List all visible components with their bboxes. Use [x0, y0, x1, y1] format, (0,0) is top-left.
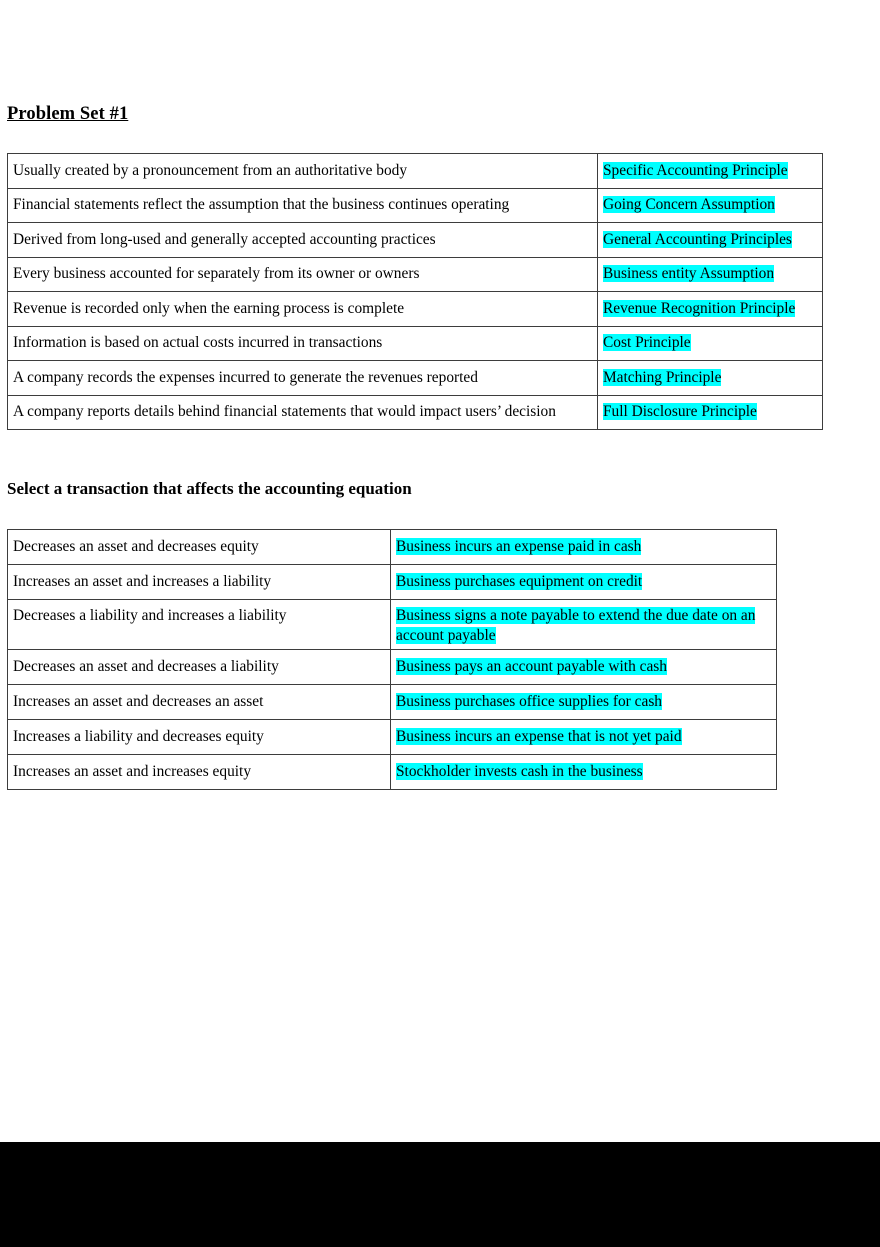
- principle-answer-text: Business entity Assumption: [603, 265, 775, 283]
- principle-description-cell: [8, 326, 598, 361]
- table-body: [8, 154, 823, 430]
- transaction-effect-text: Increases an asset and increases equity: [13, 763, 252, 781]
- principle-answer-text: General Accounting Principles: [603, 230, 792, 248]
- transaction-answer-text: Stockholder invests cash in the business: [396, 763, 643, 781]
- principle-description-text: Information is based on actual costs incurred in transactions: [13, 334, 383, 352]
- transaction-answer-cell[interactable]: [391, 685, 777, 720]
- table-row: [8, 685, 777, 720]
- transaction-effect-cell: [8, 685, 391, 720]
- principle-description-cell: [8, 257, 598, 292]
- transaction-effect-text: Increases a liability and decreases equity: [13, 728, 264, 746]
- principle-description-text: Revenue is recorded only when the earning process is complete: [13, 299, 405, 317]
- transaction-effect-text: Decreases a liability and increases a liability: [13, 607, 287, 624]
- accounting-principles-table: [7, 153, 823, 430]
- principle-answer-text: Specific Accounting Principle: [603, 161, 788, 179]
- transaction-effect-cell: [8, 600, 391, 650]
- table-row: [8, 154, 823, 189]
- table-row: [8, 755, 777, 790]
- table-row: [8, 292, 823, 327]
- page-bottom-black-band: [0, 1142, 880, 1247]
- transaction-answer-text: Business signs a note payable to extend the due date on an account payable: [396, 607, 756, 644]
- principle-description-text: A company reports details behind financial statements that would impact users’ decision: [13, 403, 556, 421]
- principle-answer-cell[interactable]: [598, 395, 823, 430]
- principle-description-text: A company records the expenses incurred to generate the revenues reported: [13, 368, 478, 386]
- principle-description-cell: [8, 395, 598, 430]
- transaction-effect-cell: [8, 755, 391, 790]
- section-heading: Select a transaction that affects the accounting equation: [7, 479, 412, 498]
- table-row: [8, 361, 823, 396]
- transaction-answer-cell[interactable]: [391, 755, 777, 790]
- principle-description-cell: [8, 188, 598, 223]
- table-row: [8, 395, 823, 430]
- table-row: [8, 188, 823, 223]
- table-row: [8, 565, 777, 600]
- principle-answer-text: Full Disclosure Principle: [603, 403, 757, 421]
- principle-answer-cell[interactable]: [598, 154, 823, 189]
- principle-description-text: Derived from long-used and generally accepted accounting practices: [13, 230, 436, 248]
- transaction-answer-overflow-wrapper: [396, 606, 777, 645]
- transaction-answer-text: Business incurs an expense that is not yet paid: [396, 728, 682, 746]
- table-row: [8, 257, 823, 292]
- table-row: [8, 223, 823, 258]
- page-title: Problem Set #1: [7, 104, 129, 124]
- transaction-effect-text: Increases an asset and decreases an asset: [13, 693, 264, 711]
- transaction-effect-text: Increases an asset and increases a liability: [13, 573, 272, 591]
- table-body: [8, 530, 777, 790]
- principle-description-cell: [8, 154, 598, 189]
- transaction-effect-text: Decreases an asset and decreases equity: [13, 538, 259, 556]
- principle-answer-cell[interactable]: [598, 292, 823, 327]
- principle-answer-text: Revenue Recognition Principle: [603, 299, 796, 317]
- principle-answer-cell[interactable]: [598, 188, 823, 223]
- transaction-answer-cell[interactable]: [391, 565, 777, 600]
- transaction-answer-text: Business purchases office supplies for cash: [396, 693, 662, 711]
- principle-answer-text: Matching Principle: [603, 368, 722, 386]
- transaction-answer-text: Business pays an account payable with cash: [396, 658, 667, 676]
- table-row: [8, 530, 777, 565]
- accounting-equation-transactions-table: [7, 529, 777, 790]
- table-row: [8, 650, 777, 685]
- table-row: [8, 600, 777, 650]
- principle-description-cell: [8, 292, 598, 327]
- transaction-answer-text: Business purchases equipment on credit: [396, 573, 643, 591]
- table-row: [8, 720, 777, 755]
- principle-answer-cell[interactable]: [598, 326, 823, 361]
- transaction-effect-cell: [8, 650, 391, 685]
- transaction-answer-cell[interactable]: [391, 600, 777, 650]
- principle-answer-cell[interactable]: [598, 257, 823, 292]
- transaction-answer-cell[interactable]: [391, 530, 777, 565]
- principle-description-text: Every business accounted for separately from its owner or owners: [13, 265, 420, 283]
- transaction-effect-cell: [8, 720, 391, 755]
- transaction-effect-cell: [8, 565, 391, 600]
- principle-description-text: Usually created by a pronouncement from an authoritative body: [13, 161, 408, 179]
- transaction-answer-cell[interactable]: [391, 720, 777, 755]
- principle-answer-text: Going Concern Assumption: [603, 196, 775, 214]
- principle-description-cell: [8, 223, 598, 258]
- principle-answer-cell[interactable]: [598, 361, 823, 396]
- transaction-answer-text: Business incurs an expense paid in cash: [396, 538, 642, 556]
- principle-description-text: Financial statements reflect the assumption that the business continues operating: [13, 196, 510, 214]
- principle-description-cell: [8, 361, 598, 396]
- table-row: [8, 326, 823, 361]
- transaction-answer-cell[interactable]: [391, 650, 777, 685]
- principle-answer-text: Cost Principle: [603, 334, 691, 352]
- transaction-effect-cell: [8, 530, 391, 565]
- transaction-effect-text: Decreases an asset and decreases a liability: [13, 658, 279, 676]
- principle-answer-cell[interactable]: [598, 223, 823, 258]
